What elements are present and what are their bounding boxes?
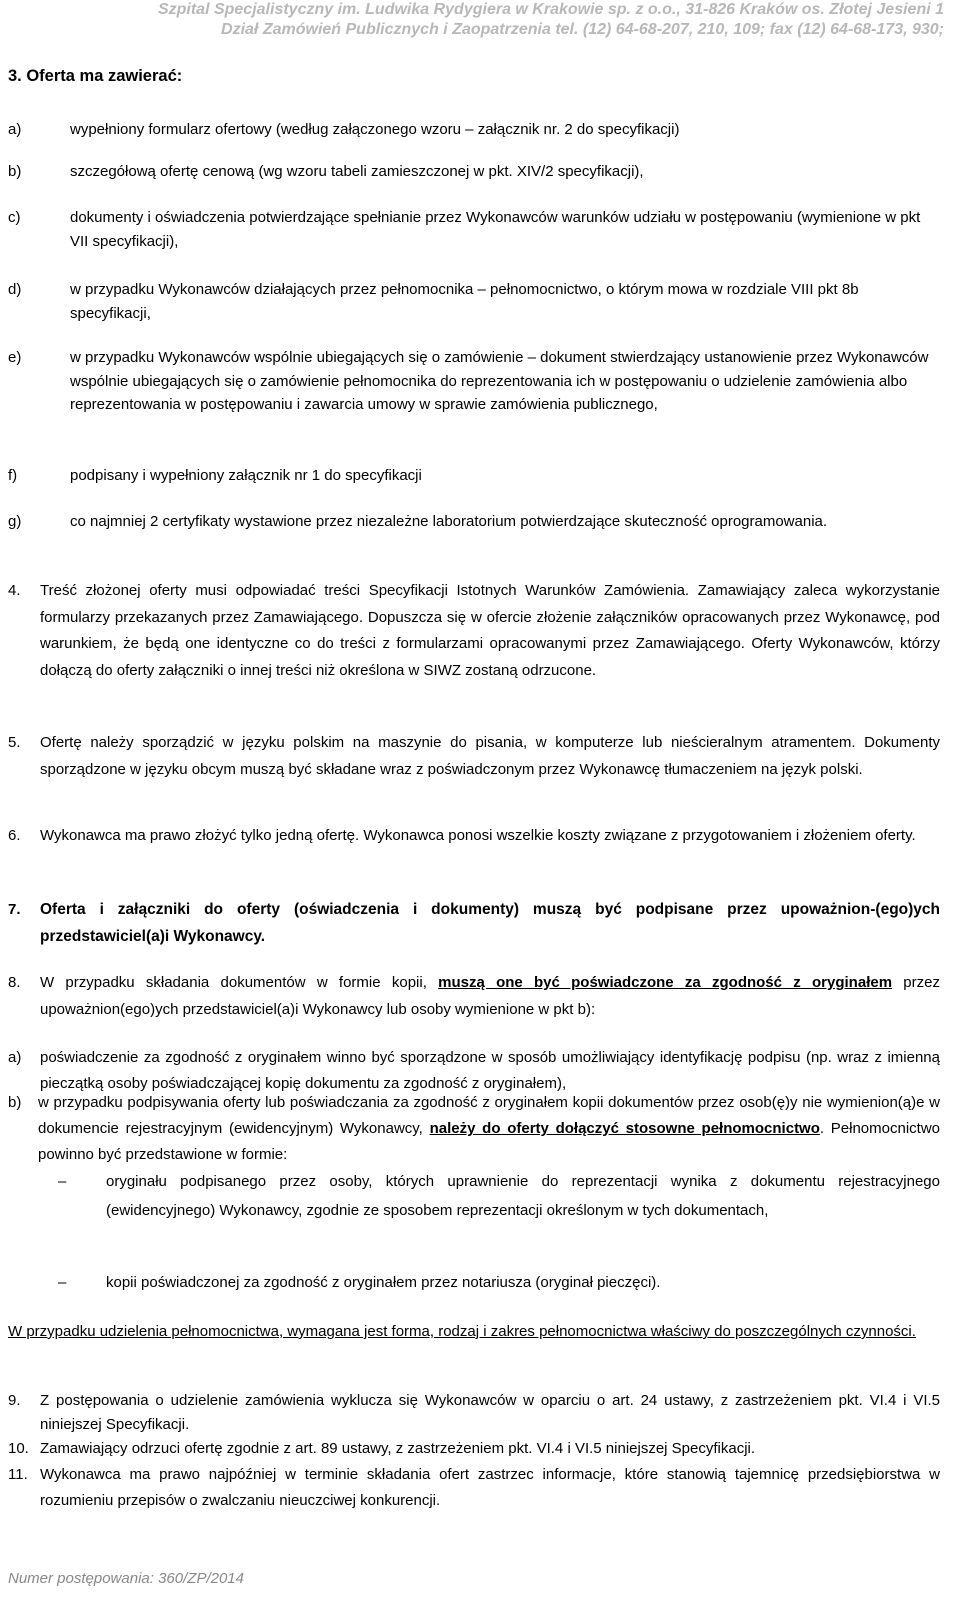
point-4: 4. Treść złożonej oferty musi odpowiadać treści Specyfikacji Istotnych Warunków Zamówienia. Zamawiający zaleca wykorzystanie formularzy przekazanych przez Zamawiającego. Dopuszcza się w ofercie złożenie załączników opracowanych przez Wykonawcę, pod warunkiem, że będą one identyczne co do treści z formularzami opracowanymi przez Zamawiającego. Oferty Wykonawców, którzy dołączą do oferty załączniki o innej treści niż określona w SIWZ zostaną odrzucone. — [8, 582, 940, 679]
list-item-e: e) w przypadku Wykonawców wspólnie ubiegających się o zamówienie – dokument stwierdzający ustanowienie przez Wykonawców wspólnie ubiegających się o zamówienie pełnomocnika do reprezentowania ich w postępowaniu o udzielenie zamówienia albo reprezentowania w postępowaniu i zawarcia umowy w sprawie zamówienia publicznego, — [8, 349, 929, 413]
procedure-number: Numer postępowania: 360/ZP/2014 — [8, 1570, 244, 1587]
list-item-f: f) podpisany i wypełniony załącznik nr 1 do specyfikacji — [8, 467, 422, 484]
page-header — [0, 0, 960, 44]
point-7: 7. Oferta i załączniki do oferty (oświadczenia i dokumenty) muszą być podpisane przez upoważnion-(ego)ych przedstawiciel(a)i Wykonawcy. — [8, 901, 940, 945]
list-item-c: c) dokumenty i oświadczenia potwierdzające spełnianie przez Wykonawców warunków udziału w postępowaniu (wymienione w pkt VII specyfikacji), — [8, 209, 921, 250]
point-8-sub-b: b) w przypadku podpisywania oferty lub poświadczania za zgodność z oryginałem kopii dokumentów przez osob(ę)y nie wymienion(ą)e w dokumencie rejestracyjnym (ewidencyjnym) Wykonawcy, należy do oferty dołączyć stosowne pełnomocnictwo. Pełnomocnictwo powinno być przedstawione w formie: — [8, 1094, 941, 1163]
point-10: 10. Zamawiający odrzuci ofertę zgodnie z art. 89 ustawy, z zastrzeżeniem pkt. VI.4 i VI.5 niniejszej Specyfikacji. — [8, 1440, 756, 1457]
point-8-sub-a: a) poświadczenie za zgodność z oryginałem winno być sporządzone w sposób umożliwiający identyfikację podpisu (np. wraz z imienną pieczątką osoby poświadczającej kopię dokumentu za zgodność z oryginałem), — [8, 1049, 940, 1092]
list-item-b: b) szczegółową ofertę cenową (wg wzoru tabeli zamieszczonej w pkt. XIV/2 specyfikacji), — [8, 163, 644, 180]
power-of-attorney-requirement: należy do oferty dołączyć stosowne pełnomocnictwo — [429, 1120, 820, 1137]
list-item-g: g) co najmniej 2 certyfikaty wystawione przez niezależne laboratorium potwierdzające skuteczność oprogramowania. — [8, 513, 828, 530]
dash-item-2: – kopii poświadczonej za zgodność z oryginałem przez notariusza (oryginał pieczęci). — [58, 1274, 661, 1291]
list-item-d: d) w przypadku Wykonawców działających przez pełnomocnika – pełnomocnictwo, o którym mowa w rozdziale VIII pkt 8b specyfikacji, — [8, 281, 859, 322]
header-line-1: Szpital Specjalistyczny im. Ludwika Rydygiera w Krakowie sp. z o.o., 31-826 Kraków os. Złotej Jesieni 1 — [157, 1, 944, 18]
section-3-title: 3. Oferta ma zawierać: — [8, 67, 183, 85]
certification-requirement: muszą one być poświadczone za zgodność z oryginałem — [438, 974, 893, 991]
point-6: 6. Wykonawca ma prawo złożyć tylko jedną ofertę. Wykonawca ponosi wszelkie koszty związane z przygotowaniem i złożeniem oferty. — [8, 827, 916, 844]
point-9: 9. Z postępowania o udzielenie zamówienia wyklucza się Wykonawców w oparciu o art. 24 ustawy, z zastrzeżeniem pkt. VI.4 i VI.5 niniejszej Specyfikacji. — [8, 1392, 940, 1433]
dash-item-1: – oryginału podpisanego przez osoby, których uprawnienie do reprezentacji wynika z dokumentu rejestracyjnego (ewidencyjnego) Wykonawcy, zgodnie ze sposobem reprezentacji określonym w tych dokumentach, — [58, 1173, 940, 1219]
point-11: 11. Wykonawca ma prawo najpóźniej w terminie składania ofert zastrzec informacje, które stanowią tajemnicę przedsiębiorstwa w rozumieniu przepisów o zwalczaniu nieuczciwej konkurencji. — [8, 1466, 940, 1509]
header-line-2: Dział Zamówień Publicznych i Zaopatrzenia tel. (12) 64-68-207, 210, 109; fax (12) 64-68-173, 930; — [221, 21, 944, 38]
list-item-a: a) wypełniony formularz ofertowy (według załączonego wzoru – załącznik nr. 2 do specyfikacji) — [8, 121, 680, 138]
power-of-attorney-paragraph: W przypadku udzielenia pełnomocnictwa, wymagana jest forma, rodzaj i zakres pełnomocnictwa właściwy do poszczególnych czynności. — [8, 1323, 916, 1340]
point-8: 8. W przypadku składania dokumentów w formie kopii, muszą one być poświadczone za zgodność z oryginałem przez upoważnion(ego)ych przedstawiciel(a)i Wykonawcy lub osoby wymienione w pkt b): — [8, 974, 940, 1018]
point-5: 5. Ofertę należy sporządzić w języku polskim na maszynie do pisania, w komputerze lub nieścieralnym atramentem. Dokumenty sporządzone w języku obcym muszą być składane wraz z poświadczonym przez Wykonawcę tłumaczeniem na język polski. — [8, 734, 940, 778]
